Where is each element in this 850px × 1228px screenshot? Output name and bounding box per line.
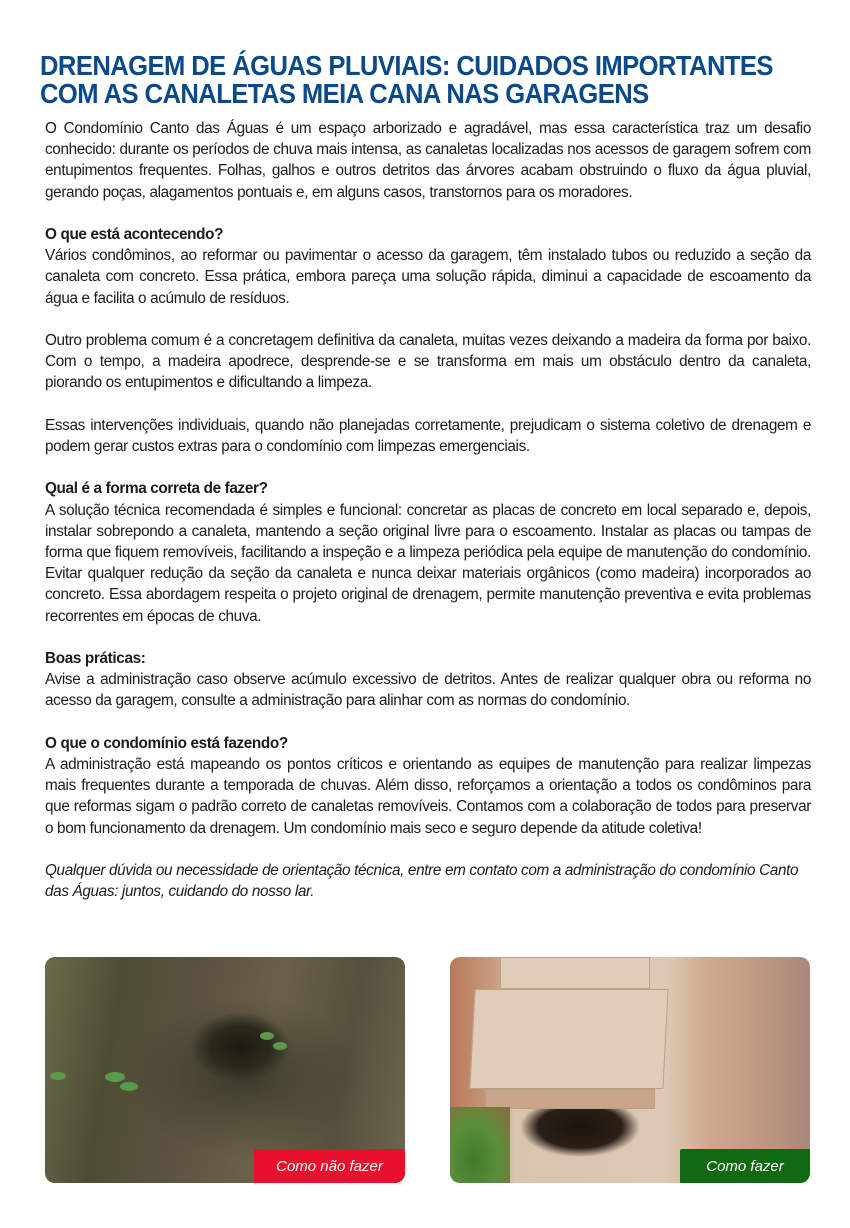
caption-badge-wrong: Como não fazer: [254, 1149, 405, 1183]
page-title-line-1: DRENAGEM DE ÁGUAS PLUVIAIS: CUIDADOS IMPORTANTES: [40, 50, 773, 81]
caption-badge-right: Como fazer: [680, 1149, 810, 1183]
section-heading-condo-actions: O que o condomínio está fazendo?: [45, 734, 288, 752]
concrete-slab-edge: [485, 1089, 655, 1109]
section-heading-good-practices: Boas práticas:: [45, 650, 146, 667]
photo-wrong-way: [45, 957, 405, 1183]
plant-leaf: [50, 1072, 66, 1080]
section-paragraph: Avise a administração caso observe acúmulo excessivo de detritos. Antes de realizar qualquer obra ou reforma no acesso da garagem, consulte a administração para alinhar com as normas do condomínio.: [45, 671, 811, 710]
plant-leaf: [273, 1042, 287, 1050]
section-paragraph: Outro problema comum é a concretagem definitiva da canaleta, muitas vezes deixando a madeira da forma por baixo. Com o tempo, a madeira apodrece, desprende-se e se transforma em mais um obstáculo dentro da canaleta, piorando os entupimentos e dificultando a limpeza.: [45, 332, 811, 392]
plant-leaf: [105, 1072, 125, 1082]
section-heading-what-is-happening: O que está acontecendo?: [45, 226, 224, 243]
intro-paragraph: O Condomínio Canto das Águas é um espaço arborizado e agradável, mas essa característica traz um desafio conhecido: durante os períodos de chuva mais intensa, as canaletas localizadas nos acessos de garagem sofrem com entupimentos frequentes. Folhas, galhos e outros detritos das árvores acabam obstruindo o fluxo da água pluvial, gerando poças, alagamentos pontuais e, em alguns casos, transtornos para os moradores.: [45, 120, 811, 201]
page-title: [40, 52, 775, 108]
photo-right-way: [450, 957, 810, 1183]
section-paragraph: A administração está mapeando os pontos críticos e orientando as equipes de manutenção para realizar limpezas mais frequentes durante a temporada de chuvas. Além disso, reforçamos a orientação a todos os condôminos para que reformas sigam o padrão correto de canaletas removíveis. Contamos com a colaboração de todos para preservar o bom funcionamento da drenagem. Um condomínio mais seco e seguro depende da atitude coletiva!: [45, 756, 811, 837]
concrete-slab: [469, 989, 668, 1089]
section-paragraph: A solução técnica recomendada é simples e funcional: concretar as placas de concreto em local separado e, depois, instalar sobrepondo a canaleta, mantendo a seção original livre para o escoamento. Instalar as placas ou tampas de forma que fiquem removíveis, facilitando a inspeção e a limpeza periódica pela equipe de manutenção do condomínio. Evitar qualquer redução da seção da canaleta e nunca deixar materiais orgânicos (como madeira) incorporados ao concreto. Essa abordagem respeita o projeto original de drenagem, permite manutenção preventiva e evita problemas recorrentes em épocas de chuva.: [45, 501, 811, 625]
section-heading-correct-way: Qual é a forma correta de fazer?: [45, 480, 268, 498]
closing-note: Qualquer dúvida ou necessidade de orientação técnica, entre em contato com a administração do condomínio Canto das Águas: juntos, cuidando do nosso lar.: [45, 862, 799, 901]
article-body: [45, 118, 811, 902]
grass-patch: [450, 1107, 510, 1183]
plant-leaf: [120, 1082, 138, 1091]
section-paragraph: Essas intervenções individuais, quando não planejadas corretamente, prejudicam o sistema coletivo de drenagem e podem gerar custos extras para o condomínio com limpezas emergenciais.: [45, 416, 811, 455]
plant-leaf: [260, 1032, 274, 1040]
concrete-slab: [500, 957, 650, 989]
page-title-line-2: COM AS CANALETAS MEIA CANA NAS GARAGENS: [40, 78, 649, 109]
section-paragraph: Vários condôminos, ao reformar ou pavimentar o acesso da garagem, têm instalado tubos ou reduzido a seção da canaleta com concreto. Essa prática, embora pareça uma solução rápida, diminui a capacidade de escoamento da água e facilita o acúmulo de resíduos.: [45, 247, 811, 307]
